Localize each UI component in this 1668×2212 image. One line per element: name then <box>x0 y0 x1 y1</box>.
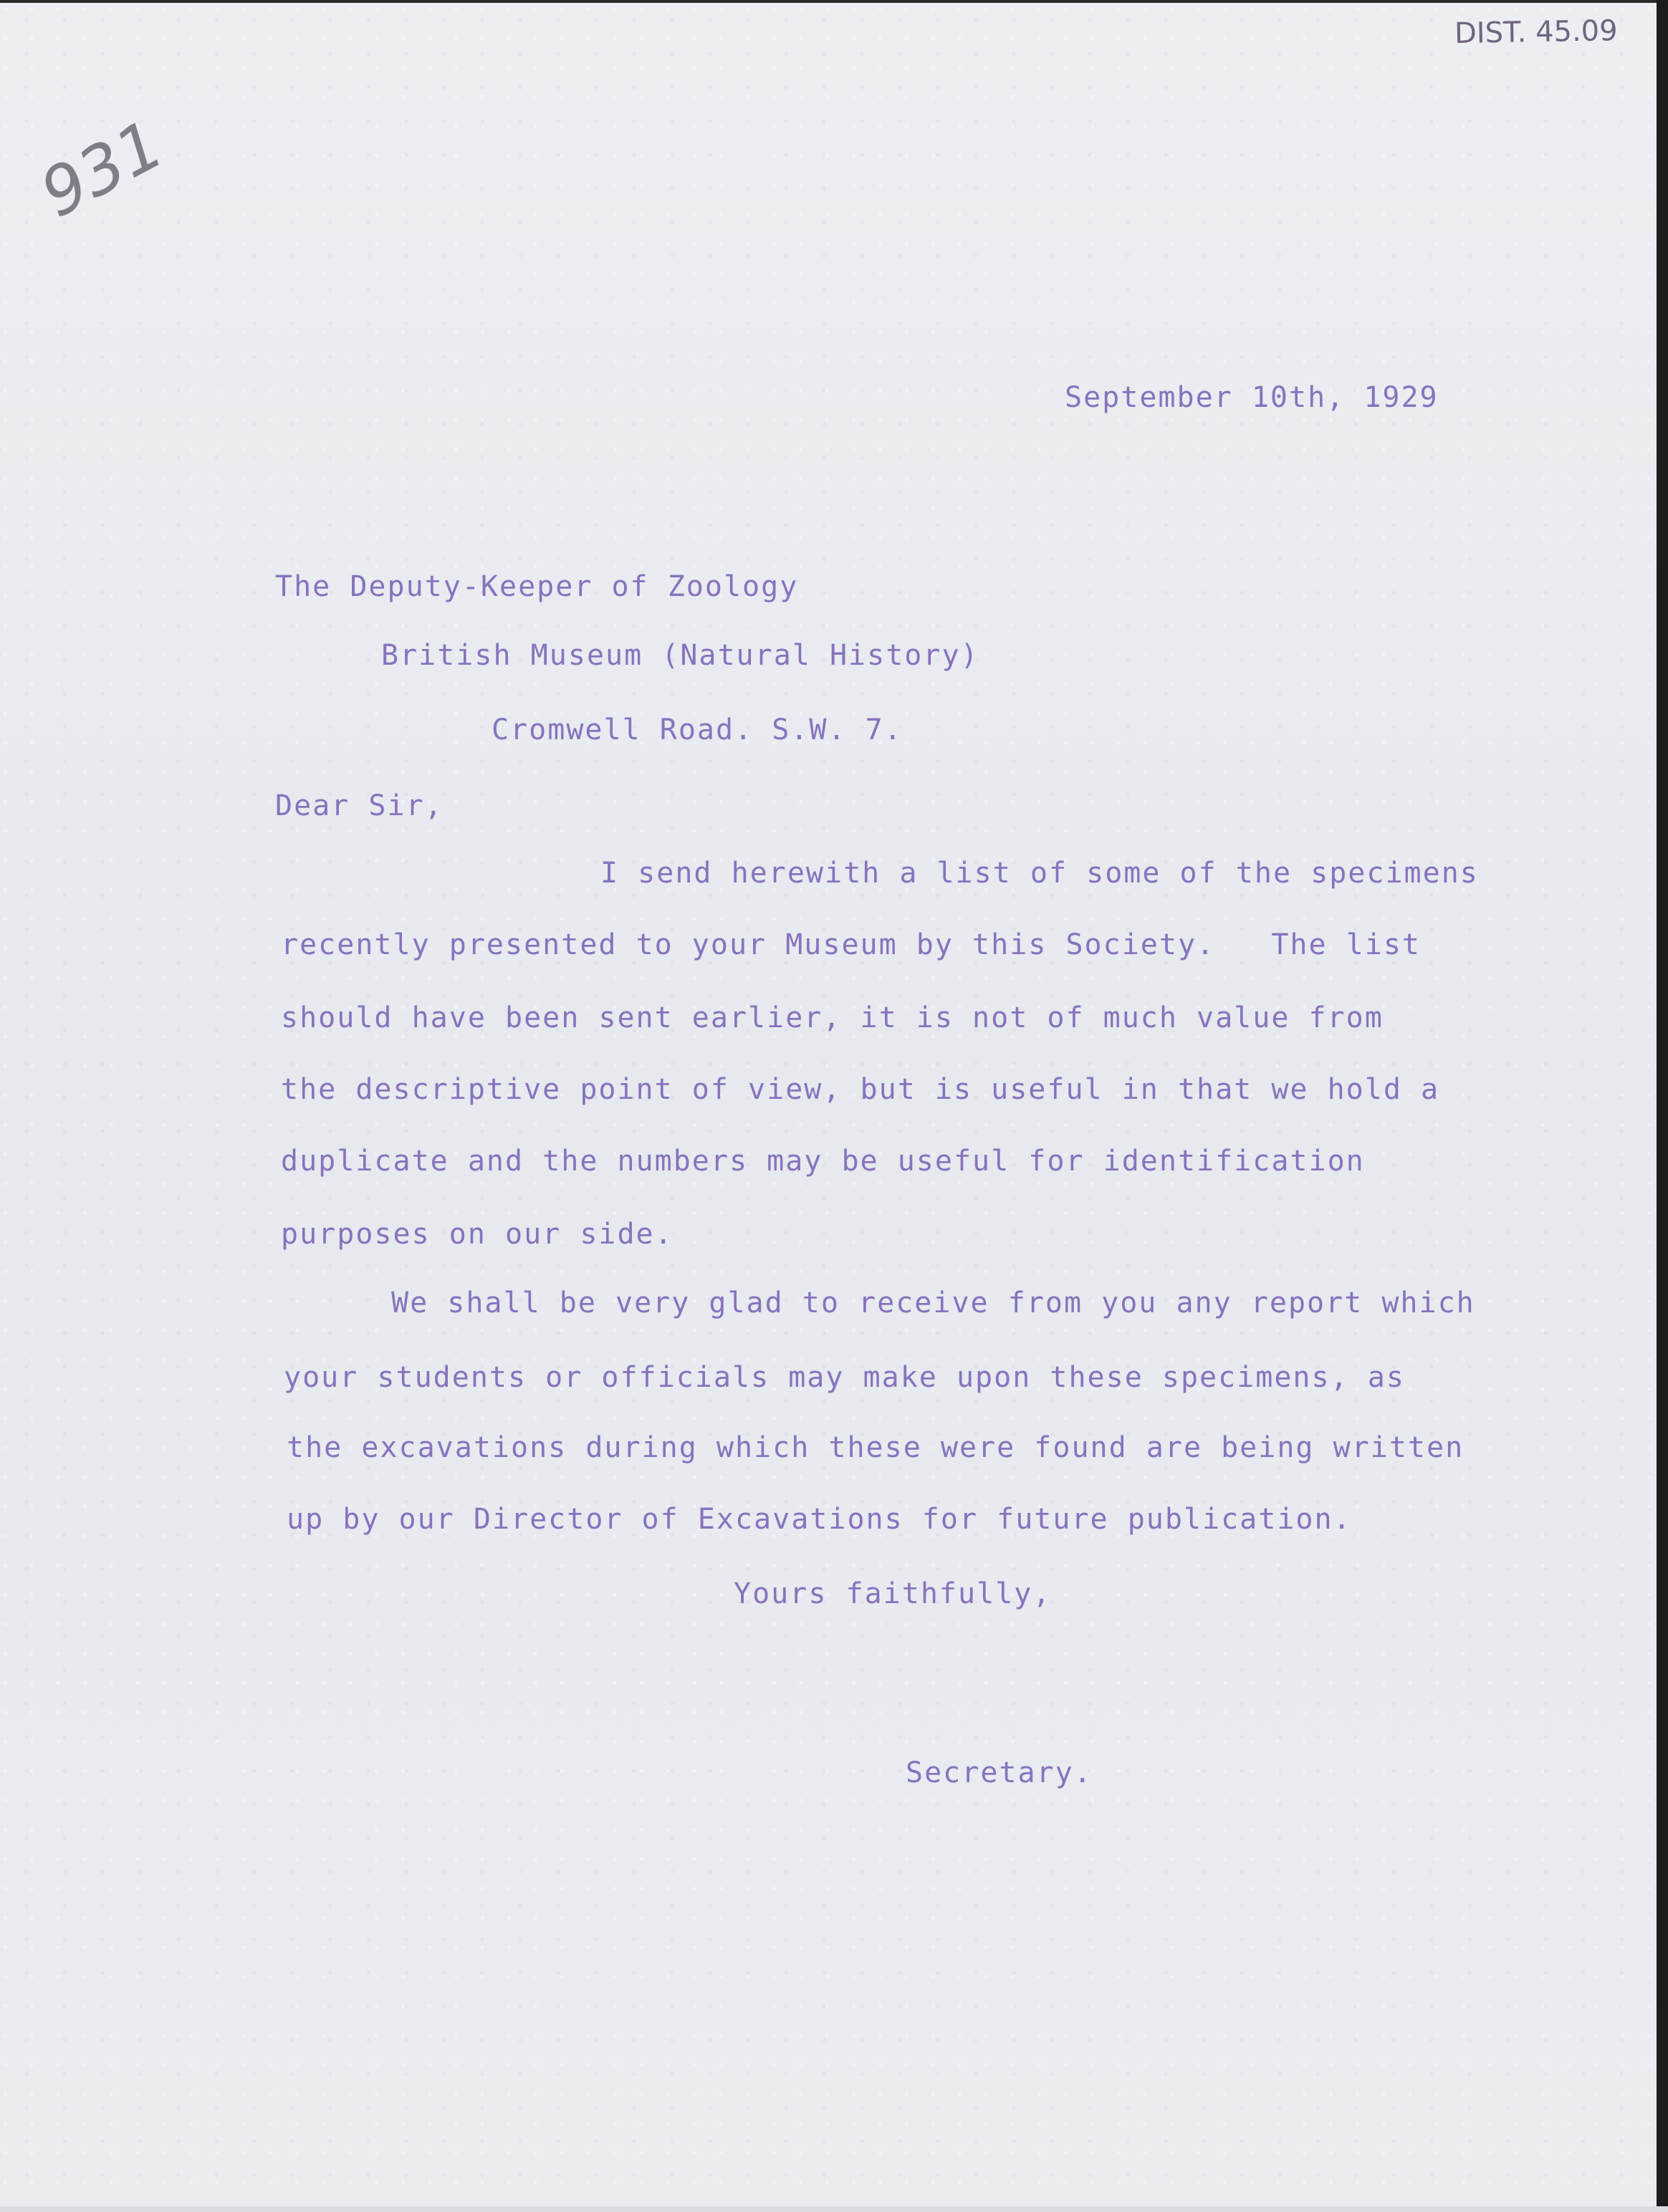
archive-reference: DIST. 45.09 <box>1454 14 1619 50</box>
recipient-line-3: Cromwell Road. S.W. 7. <box>492 713 903 746</box>
recipient-line-1: The Deputy-Keeper of Zoology <box>275 570 799 603</box>
paragraph-1-line: recently presented to your Museum by this Society. The list <box>281 928 1422 961</box>
closing: Yours faithfully, <box>734 1577 1052 1610</box>
paragraph-1-line: the descriptive point of view, but is useful in that we hold a <box>281 1073 1440 1106</box>
paragraph-2-line: up by our Director of Excavations for future publication. <box>287 1503 1352 1536</box>
paragraph-2-line: We shall be very glad to receive from you any report which <box>391 1287 1475 1319</box>
paragraph-1-line: duplicate and the numbers may be useful for identification <box>281 1145 1365 1178</box>
salutation: Dear Sir, <box>275 789 444 822</box>
paragraph-1-line: purposes on our side. <box>281 1218 674 1251</box>
letter-date: September 10th, 1929 <box>1065 381 1439 414</box>
scan-edge-bottom <box>0 2206 1668 2212</box>
paragraph-2-line: the excavations during which these were found are being written <box>287 1431 1465 1464</box>
paragraph-1-line: should have been sent earlier, it is not of much value from <box>281 1001 1384 1034</box>
signature-title: Secretary. <box>906 1756 1093 1789</box>
recipient-line-2: British Museum (Natural History) <box>381 639 979 672</box>
paragraph-1-line: I send herewith a list of some of the specimens <box>600 857 1479 890</box>
handwritten-page-number: 931 <box>29 105 176 233</box>
paragraph-2-line: your students or officials may make upon these specimens, as <box>284 1361 1405 1394</box>
scan-edge-right <box>1657 0 1668 2212</box>
scan-edge-top <box>0 0 1668 3</box>
